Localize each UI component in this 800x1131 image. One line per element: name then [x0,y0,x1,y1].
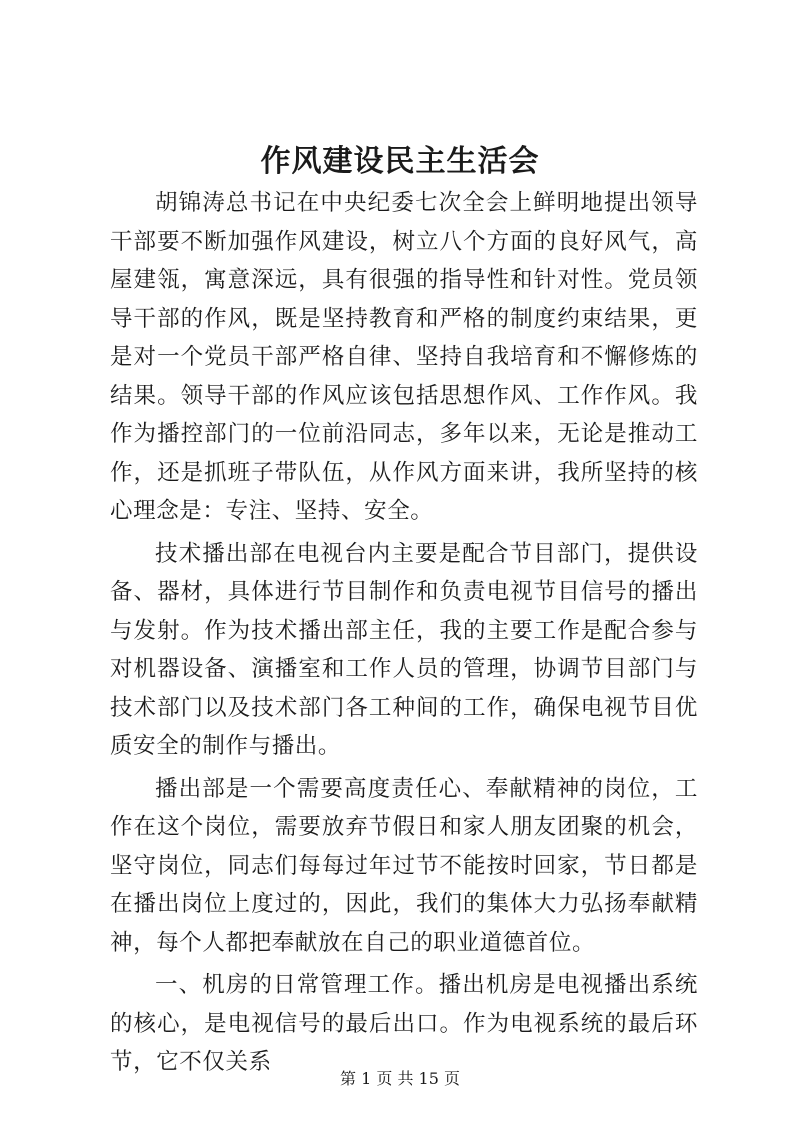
paragraph-4: 一、机房的日常管理工作。播出机房是电视播出系统的核心，是电视信号的最后出口。作为电视系统的最后环节，它不仅关系 [110,972,698,1075]
document-body [110,184,698,1086]
paragraph-2: 技术播出部在电视台内主要是配合节目部门，提供设备、器材，具体进行节目制作和负责电视节目信号的播出与发射。作为技术播出部主任，我的主要工作是配合参与对机器设备、演播室和工作人员的管理，协调节目部门与技术部门以及技术部门各工种间的工作，确保电视节目优质安全的制作与播出。 [110,540,698,759]
page-number-footer: 第 1 页 共 15 页 [340,1069,460,1088]
paragraph-1: 胡锦涛总书记在中央纪委七次全会上鲜明地提出领导干部要不断加强作风建设，树立八个方面的良好风气，高屋建瓴，寓意深远，具有很强的指导性和针对性。党员领导干部的作风，既是坚持教育和严格的制度约束结果，更是对一个党员干部严格自律、坚持自我培育和不懈修炼的结果。领导干部的作风应该包括思想作风、工作作风。我作为播控部门的一位前沿同志，多年以来，无论是推动工作，还是抓班子带队伍，从作风方面来讲，我所坚持的核心理念是：专注、坚持、安全。 [110,190,698,524]
document-title: 作风建设民主生活会 [260,144,540,179]
paragraph-3: 播出部是一个需要高度责任心、奉献精神的岗位，工作在这个岗位，需要放弃节假日和家人朋友团聚的机会，坚守岗位，同志们每每过年过节不能按时回家，节日都是在播出岗位上度过的，因此，我们的集体大力弘扬奉献精神，每个人都把奉献放在自己的职业道德首位。 [110,775,698,956]
